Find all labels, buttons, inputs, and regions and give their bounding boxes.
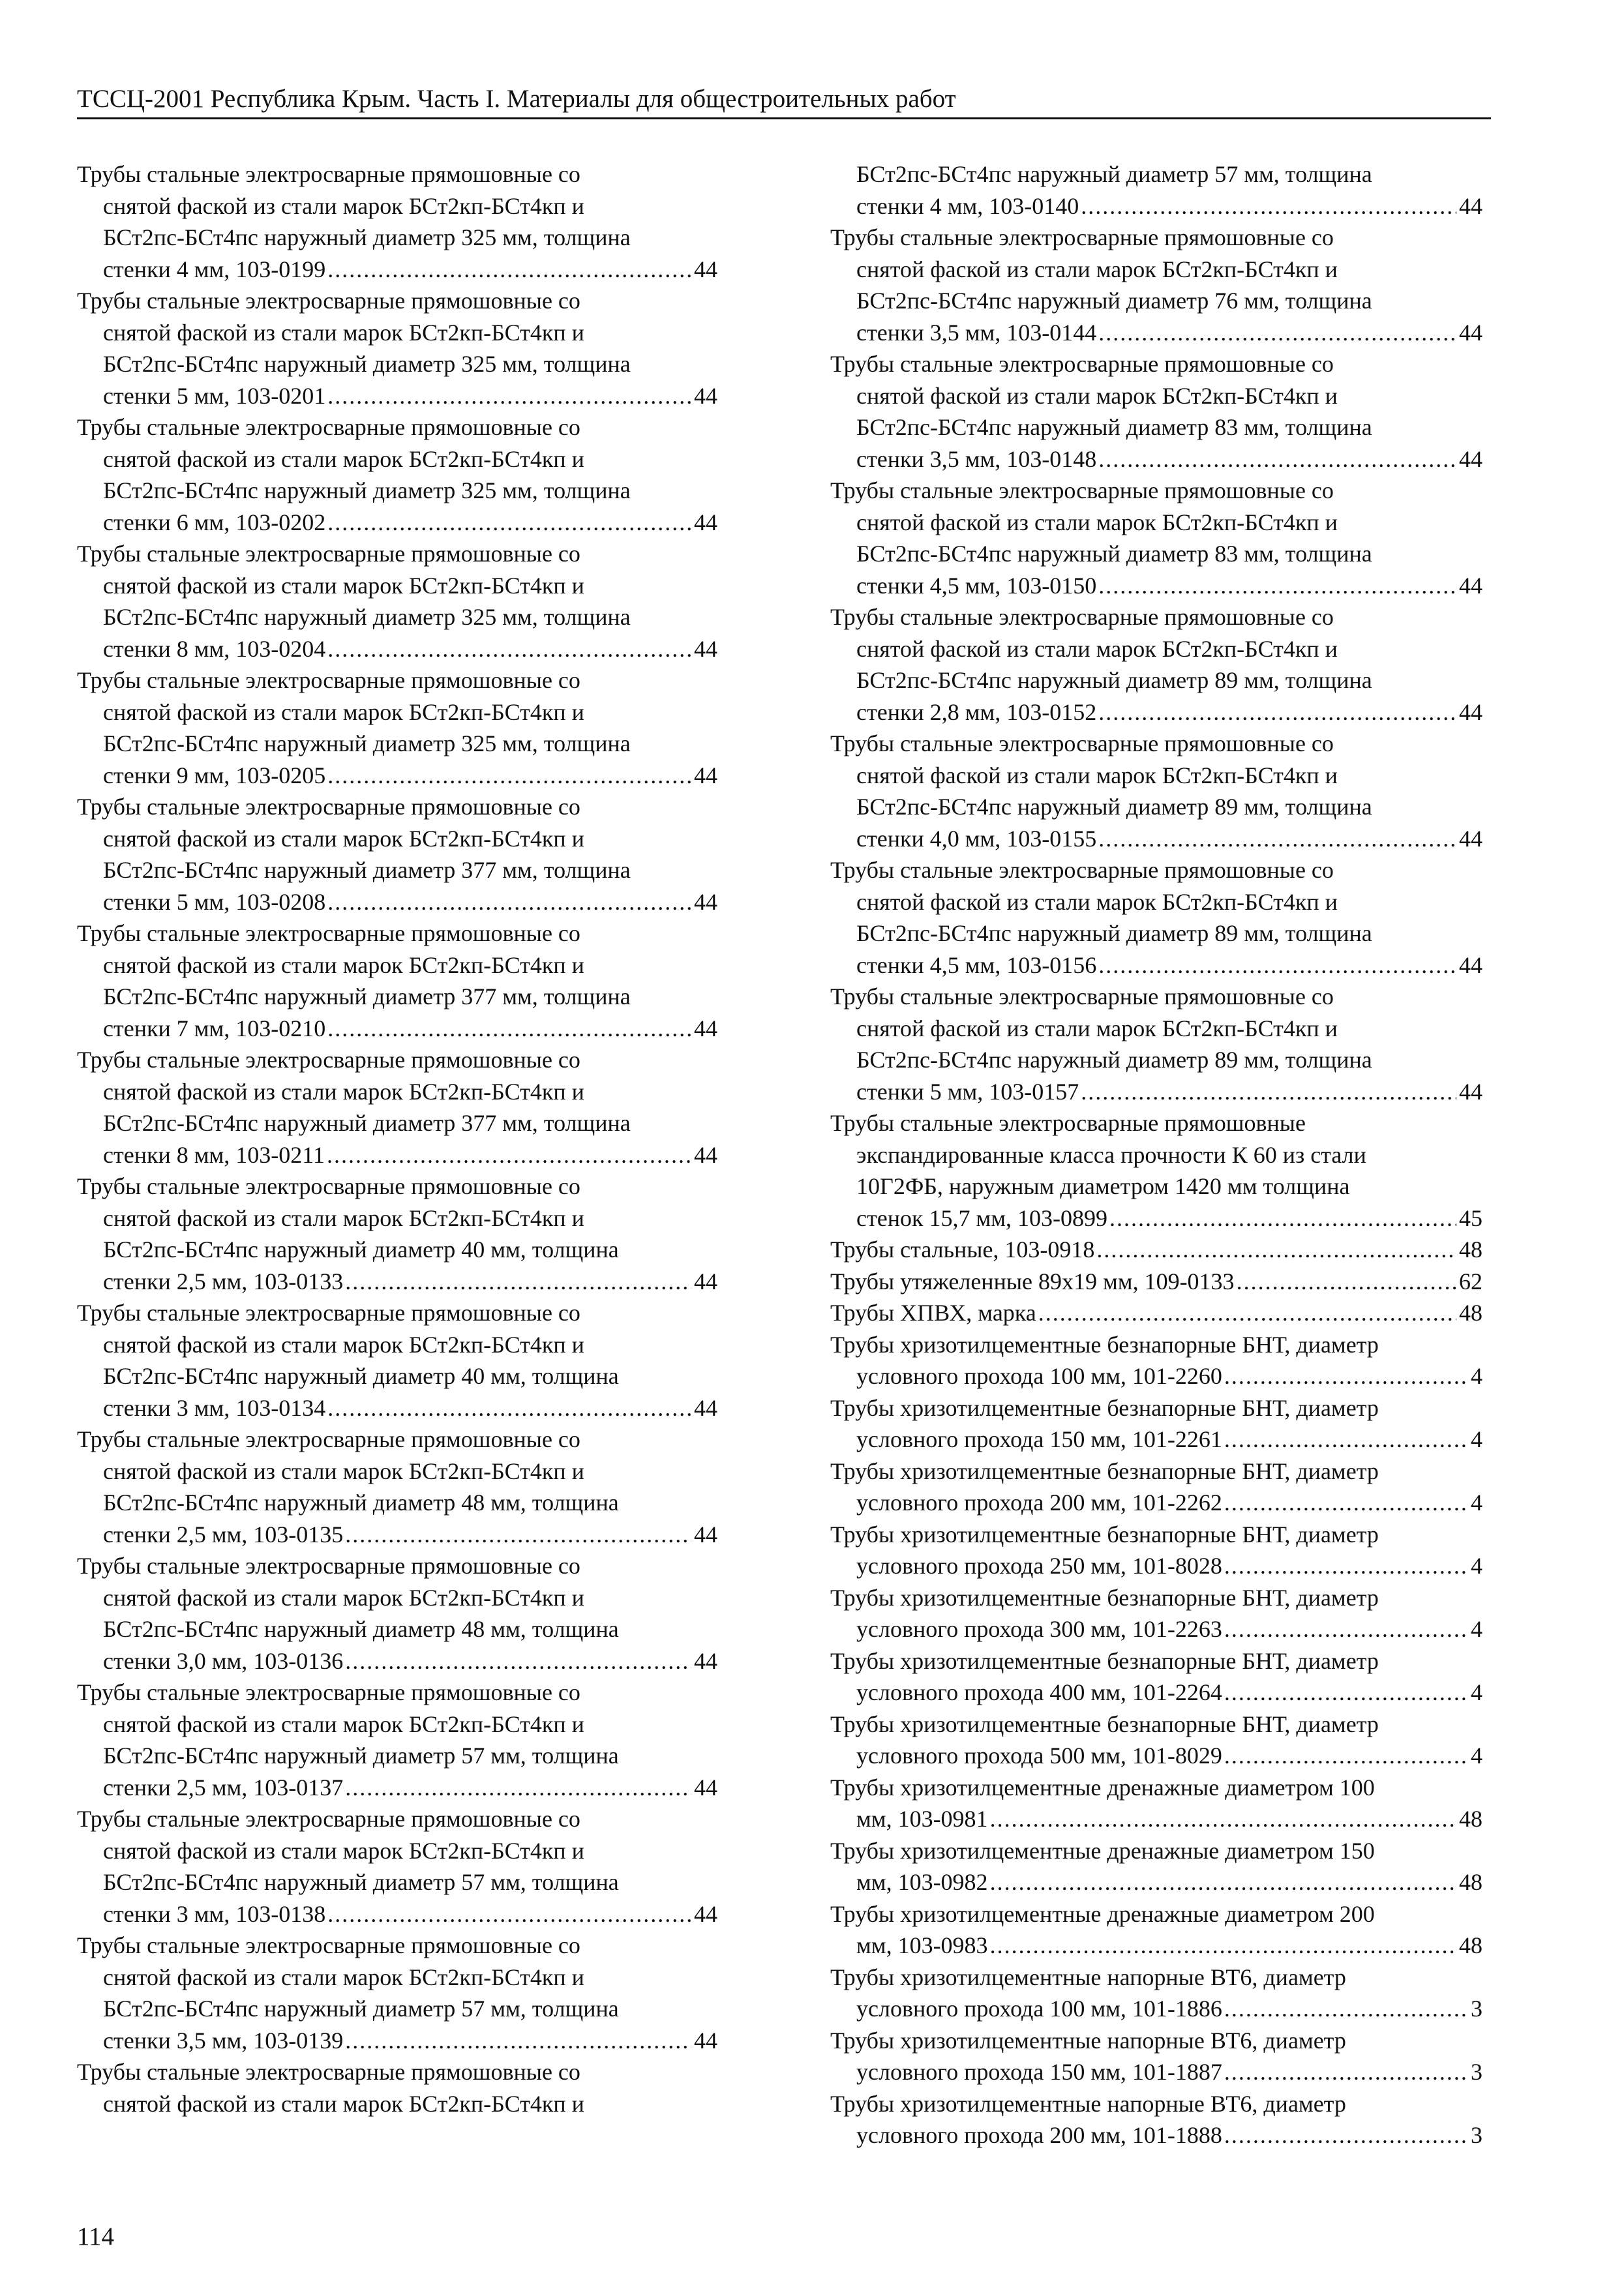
dot-leader (345, 1266, 691, 1298)
entry-last-line (77, 1013, 717, 1045)
index-entry (830, 728, 1482, 854)
page-reference: 44 (1459, 1078, 1482, 1105)
index-entry (830, 2025, 1482, 2088)
entry-text-line: стенки 4 мм, 103-0140 (856, 192, 1079, 219)
page-reference: 4 (1471, 1616, 1482, 1642)
entry-text-line: БСт2пс-БСт4пс наружный диаметр 325 мм, толщина (103, 477, 631, 503)
index-entry (830, 222, 1482, 348)
page-reference: 4 (1471, 1489, 1482, 1516)
entry-text-line: Трубы хризотилцементные безнапорные БНТ, диаметр (830, 1458, 1379, 1484)
entry-last-line (77, 1139, 717, 1171)
dot-leader (327, 760, 691, 792)
entry-text-line: условного прохода 100 мм, 101-2260 (856, 1363, 1222, 1389)
dot-leader (1224, 1993, 1468, 2025)
entry-text-line: 10Г2ФБ, наружным диаметром 1420 мм толщина (856, 1173, 1350, 1199)
entry-text-line: БСт2пс-БСт4пс наружный диаметр 76 мм, толщина (856, 288, 1372, 314)
entry-text-line: Трубы стальные электросварные прямошовные со (77, 1553, 580, 1579)
entry-text-line: Трубы стальные электросварные прямошовные со (830, 857, 1334, 883)
entry-text-line: мм, 103-0981 (856, 1806, 988, 1832)
entry-text-line: БСт2пс-БСт4пс наружный диаметр 377 мм, толщина (103, 1110, 631, 1136)
index-entry (830, 475, 1482, 601)
entry-text-line: условного прохода 250 мм, 101-8028 (856, 1553, 1222, 1579)
index-entry (830, 1297, 1482, 1329)
entry-text-line: стенки 5 мм, 103-0201 (103, 382, 326, 409)
index-entry (830, 1835, 1482, 1898)
entry-text-line: Трубы стальные электросварные прямошовные со (77, 667, 580, 693)
index-entry (77, 665, 717, 791)
page-reference: 44 (694, 1647, 717, 1674)
entry-last-line (830, 1487, 1482, 1519)
entry-last-line (830, 1076, 1482, 1108)
entry-text-line: снятой фаской из стали марок БСт2кп-БСт4кп и (856, 382, 1338, 409)
entry-text-line: снятой фаской из стали марок БСт2кп-БСт4кп и (103, 1458, 584, 1484)
entry-text-line: стенки 2,5 мм, 103-0133 (103, 1268, 344, 1294)
entry-text-line: Трубы стальные электросварные прямошовные со (830, 224, 1334, 250)
entry-text-line: БСт2пс-БСт4пс наружный диаметр 325 мм, толщина (103, 730, 631, 756)
dot-leader (1038, 1297, 1456, 1329)
entry-text-line: стенки 7 мм, 103-0210 (103, 1015, 326, 1041)
entry-last-line (77, 1645, 717, 1677)
entry-text-line: стенки 8 мм, 103-0211 (103, 1141, 325, 1168)
dot-leader (1098, 570, 1456, 602)
dot-leader (1237, 1266, 1456, 1298)
index-entry (77, 411, 717, 538)
index-entry (830, 1456, 1482, 1519)
entry-text-line: БСт2пс-БСт4пс наружный диаметр 377 мм, толщина (103, 857, 631, 883)
page-reference: 44 (694, 2027, 717, 2054)
page-reference: 44 (1459, 951, 1482, 978)
entry-text-line: стенки 4,0 мм, 103-0155 (856, 825, 1097, 852)
index-entry (77, 1044, 717, 1171)
entry-text-line: стенки 3,5 мм, 103-0144 (856, 319, 1097, 346)
entry-last-line (830, 1550, 1482, 1582)
entry-text-line: условного прохода 150 мм, 101-2261 (856, 1426, 1222, 1452)
index-entry (77, 538, 717, 665)
entry-text-line: БСт2пс-БСт4пс наружный диаметр 83 мм, толщина (856, 414, 1372, 440)
entry-text-line: стенки 2,5 мм, 103-0137 (103, 1774, 344, 1801)
entry-text-line: снятой фаской из стали марок БСт2кп-БСт4кп и (103, 445, 584, 472)
entry-text-line: Трубы хризотилцементные дренажные диаметром 150 (830, 1837, 1375, 1864)
entry-text-line: Трубы стальные электросварные прямошовные со (77, 414, 580, 440)
dot-leader (1098, 696, 1456, 728)
index-entry (830, 1898, 1482, 1962)
index-entry (77, 1930, 717, 2056)
dot-leader (345, 1519, 691, 1551)
entry-text-line: БСт2пс-БСт4пс наружный диаметр 89 мм, толщина (856, 794, 1372, 820)
page-reference: 48 (1459, 1869, 1482, 1895)
entry-last-line (830, 1866, 1482, 1898)
entry-last-line (830, 1803, 1482, 1835)
entry-text-line: условного прохода 500 мм, 101-8029 (856, 1743, 1222, 1769)
index-entry (830, 981, 1482, 1107)
entry-text-line: снятой фаской из стали марок БСт2кп-БСт4кп и (103, 951, 584, 978)
entry-last-line (77, 760, 717, 792)
index-entry (830, 1329, 1482, 1392)
entry-last-line (830, 1234, 1482, 1266)
entry-text-line: Трубы стальные электросварные прямошовные со (77, 1300, 580, 1326)
entry-text-line: Трубы хризотилцементные безнапорные БНТ, диаметр (830, 1331, 1379, 1358)
entry-text-line: стенки 4,5 мм, 103-0156 (856, 951, 1097, 978)
entry-text-line: БСт2пс-БСт4пс наружный диаметр 325 мм, толщина (103, 224, 631, 250)
dot-leader (327, 380, 691, 412)
index-entry (830, 1772, 1482, 1835)
entry-text-line: Трубы хризотилцементные напорные ВТ6, диаметр (830, 2027, 1346, 2054)
entry-text-line: снятой фаской из стали марок БСт2кп-БСт4кп и (103, 1078, 584, 1105)
entry-last-line (830, 1424, 1482, 1456)
entry-text-line: БСт2пс-БСт4пс наружный диаметр 57 мм, толщина (856, 161, 1372, 187)
index-entry (830, 601, 1482, 728)
page-reference: 62 (1459, 1268, 1482, 1294)
index-entry (830, 2088, 1482, 2151)
entry-text-line: БСт2пс-БСт4пс наружный диаметр 89 мм, толщина (856, 667, 1372, 693)
dot-leader (1096, 1234, 1456, 1266)
dot-leader (327, 886, 691, 918)
dot-leader (1224, 1424, 1468, 1456)
entry-text-line: стенки 3 мм, 103-0134 (103, 1394, 326, 1421)
entry-text-line: стенки 2,5 мм, 103-0135 (103, 1521, 344, 1548)
entry-text-line: снятой фаской из стали марок БСт2кп-БСт4кп и (103, 1837, 584, 1864)
index-entry (77, 1171, 717, 1297)
entry-text-line: БСт2пс-БСт4пс наружный диаметр 377 мм, толщина (103, 983, 631, 1010)
entry-text-line: Трубы стальные электросварные прямошовные со (77, 161, 580, 187)
dot-leader (1081, 1076, 1456, 1108)
entry-text-line: Трубы ХПВХ, марка (830, 1300, 1036, 1326)
entry-text-line: снятой фаской из стали марок БСт2кп-БСт4кп и (103, 1331, 584, 1358)
index-entry (830, 158, 1482, 222)
entry-text-line: снятой фаской из стали марок БСт2кп-БСт4кп и (103, 319, 584, 346)
dot-leader (1098, 823, 1456, 855)
entry-text-line: БСт2пс-БСт4пс наружный диаметр 48 мм, толщина (103, 1489, 619, 1516)
entry-last-line (830, 2056, 1482, 2088)
entry-text-line: снятой фаской из стали марок БСт2кп-БСт4кп и (856, 888, 1338, 915)
page-reference: 44 (1459, 825, 1482, 852)
entry-text-line: стенки 3,5 мм, 103-0148 (856, 445, 1097, 472)
entry-text-line: снятой фаской из стали марок БСт2кп-БСт4кп и (103, 825, 584, 852)
index-entry (77, 1677, 717, 1803)
dot-leader (990, 1866, 1456, 1898)
entry-text-line: Трубы стальные электросварные прямошовные со (830, 730, 1334, 756)
page-reference: 4 (1471, 1426, 1482, 1452)
entry-last-line (77, 507, 717, 539)
dot-leader (1224, 1360, 1468, 1392)
page-reference: 44 (694, 1268, 717, 1294)
entry-text-line: Трубы стальные электросварные прямошовные со (77, 541, 580, 567)
entry-text-line: Трубы хризотилцементные напорные ВТ6, диаметр (830, 1964, 1346, 1990)
entry-text-line: снятой фаской из стали марок БСт2кп-БСт4кп и (856, 256, 1338, 282)
entry-last-line (830, 1930, 1482, 1962)
dot-leader (1224, 1487, 1468, 1519)
entry-text-line: Трубы хризотилцементные безнапорные БНТ, диаметр (830, 1521, 1379, 1548)
entry-text-line: Трубы стальные электросварные прямошовные (830, 1110, 1306, 1136)
page-reference: 44 (694, 1774, 717, 1801)
index-entry (830, 1709, 1482, 1772)
page-reference: 44 (694, 509, 717, 535)
page-reference: 44 (694, 382, 717, 409)
entry-text-line: Трубы стальные электросварные прямошовные со (77, 2059, 580, 2085)
dot-leader (327, 1139, 691, 1171)
index-entry (830, 1107, 1482, 1234)
index-entry (77, 1550, 717, 1677)
entry-last-line (830, 1360, 1482, 1392)
entry-text-line: стенки 3 мм, 103-0138 (103, 1900, 326, 1927)
entry-text-line: снятой фаской из стали марок БСт2кп-БСт4кп и (103, 1964, 584, 1990)
entry-text-line: Трубы хризотилцементные напорные ВТ6, диаметр (830, 2090, 1346, 2117)
entry-text-line: Трубы стальные электросварные прямошовные со (830, 983, 1334, 1010)
entry-text-line: снятой фаской из стали марок БСт2кп-БСт4кп и (103, 192, 584, 219)
page-reference: 48 (1459, 1236, 1482, 1263)
entry-last-line (830, 317, 1482, 349)
entry-text-line: условного прохода 200 мм, 101-2262 (856, 1489, 1222, 1516)
entry-text-line: Трубы стальные электросварные прямошовные со (77, 794, 580, 820)
page-reference: 44 (694, 1141, 717, 1168)
dot-leader (1098, 443, 1456, 475)
page-reference: 48 (1459, 1932, 1482, 1958)
page-reference: 45 (1459, 1204, 1482, 1231)
entry-text-line: экспандированные класса прочности К 60 из стали (856, 1141, 1366, 1168)
entry-text-line: снятой фаской из стали марок БСт2кп-БСт4кп и (103, 2090, 584, 2117)
page-reference: 44 (694, 888, 717, 915)
entry-text-line: Трубы стальные электросварные прямошовные со (830, 604, 1334, 630)
entry-text-line: снятой фаской из стали марок БСт2кп-БСт4кп и (856, 762, 1338, 788)
dot-leader (1224, 2119, 1468, 2151)
entry-text-line: условного прохода 400 мм, 101-2264 (856, 1679, 1222, 1705)
entry-last-line (77, 2025, 717, 2057)
entry-text-line: стенки 8 мм, 103-0204 (103, 635, 326, 662)
entry-last-line (830, 570, 1482, 602)
entry-text-line: БСт2пс-БСт4пс наружный диаметр 48 мм, толщина (103, 1616, 619, 1642)
index-entry (77, 1424, 717, 1550)
entry-last-line (830, 443, 1482, 475)
entry-text-line: стенок 15,7 мм, 103-0899 (856, 1204, 1107, 1231)
index-entry (77, 791, 717, 918)
index-entry (77, 285, 717, 411)
index-column-right (830, 158, 1482, 2151)
page-reference: 44 (694, 256, 717, 282)
entry-text-line: БСт2пс-БСт4пс наружный диаметр 89 мм, толщина (856, 1047, 1372, 1073)
entry-text-line: БСт2пс-БСт4пс наружный диаметр 325 мм, толщина (103, 351, 631, 377)
index-entry (830, 1582, 1482, 1645)
entry-text-line: БСт2пс-БСт4пс наружный диаметр 57 мм, толщина (103, 1996, 619, 2022)
entry-text-line: БСт2пс-БСт4пс наружный диаметр 57 мм, толщина (103, 1743, 619, 1769)
entry-last-line (77, 1266, 717, 1298)
entry-last-line (830, 950, 1482, 981)
index-entry (77, 1803, 717, 1930)
page-number: 114 (77, 2222, 115, 2251)
entry-text-line: снятой фаской из стали марок БСт2кп-БСт4кп и (103, 1711, 584, 1737)
entry-last-line (830, 1266, 1482, 1298)
dot-leader (327, 254, 691, 286)
entry-last-line (830, 190, 1482, 222)
entry-text-line: стенки 9 мм, 103-0205 (103, 762, 326, 788)
page-reference: 4 (1471, 1363, 1482, 1389)
page-reference: 44 (1459, 192, 1482, 219)
dot-leader (990, 1930, 1456, 1962)
index-entry (77, 2056, 717, 2119)
dot-leader (1109, 1203, 1456, 1234)
entry-last-line (830, 2119, 1482, 2151)
page-reference: 44 (694, 1394, 717, 1421)
entry-last-line (830, 1677, 1482, 1709)
index-entry (830, 1392, 1482, 1456)
page-reference: 44 (694, 1521, 717, 1548)
entry-text-line: стенки 3,5 мм, 103-0139 (103, 2027, 344, 2054)
index-entry (830, 1962, 1482, 2025)
entry-text-line: Трубы стальные, 103-0918 (830, 1236, 1095, 1263)
entry-last-line (77, 886, 717, 918)
entry-last-line (77, 1392, 717, 1424)
entry-last-line (77, 1519, 717, 1551)
page-reference: 4 (1471, 1553, 1482, 1579)
entry-last-line (830, 1613, 1482, 1645)
entry-text-line: Трубы стальные электросварные прямошовные со (830, 351, 1334, 377)
entry-text-line: Трубы стальные электросварные прямошовные со (77, 920, 580, 946)
header-rule (77, 117, 1491, 119)
entry-last-line (830, 696, 1482, 728)
entry-text-line: стенки 5 мм, 103-0208 (103, 888, 326, 915)
dot-leader (345, 1645, 691, 1677)
entry-text-line: БСт2пс-БСт4пс наружный диаметр 83 мм, толщина (856, 541, 1372, 567)
entry-text-line: Трубы стальные электросварные прямошовные со (77, 1932, 580, 1958)
entry-last-line (77, 254, 717, 286)
dot-leader (1224, 2056, 1468, 2088)
index-entry (77, 158, 717, 285)
page-reference: 4 (1471, 1679, 1482, 1705)
entry-text-line: снятой фаской из стали марок БСт2кп-БСт4кп и (103, 698, 584, 725)
index-entry (830, 348, 1482, 475)
entry-text-line: стенки 3,0 мм, 103-0136 (103, 1647, 344, 1674)
entry-text-line: Трубы стальные электросварные прямошовные со (77, 288, 580, 314)
entry-last-line (830, 823, 1482, 855)
entry-text-line: Трубы стальные электросварные прямошовные со (77, 1679, 580, 1705)
entry-text-line: мм, 103-0982 (856, 1869, 988, 1895)
index-entry (77, 1297, 717, 1424)
entry-text-line: стенки 5 мм, 103-0157 (856, 1078, 1079, 1105)
page-reference: 3 (1471, 2059, 1482, 2085)
dot-leader (1224, 1677, 1468, 1709)
dot-leader (327, 1898, 691, 1930)
entry-text-line: Трубы стальные электросварные прямошовные со (77, 1047, 580, 1073)
entry-text-line: Трубы стальные электросварные прямошовные со (77, 1806, 580, 1832)
entry-text-line: Трубы стальные электросварные прямошовные со (830, 477, 1334, 503)
entry-text-line: стенки 4,5 мм, 103-0150 (856, 572, 1097, 599)
index-entry (77, 918, 717, 1044)
entry-text-line: снятой фаской из стали марок БСт2кп-БСт4кп и (103, 1584, 584, 1611)
entry-last-line (77, 1898, 717, 1930)
entry-text-line: снятой фаской из стали марок БСт2кп-БСт4кп и (103, 1204, 584, 1231)
dot-leader (327, 633, 691, 665)
entry-text-line: стенки 4 мм, 103-0199 (103, 256, 326, 282)
entry-last-line (830, 1740, 1482, 1772)
page-reference: 44 (694, 762, 717, 788)
entry-last-line (77, 380, 717, 412)
page-reference: 48 (1459, 1300, 1482, 1326)
index-entry (830, 1266, 1482, 1298)
page-reference: 44 (694, 1015, 717, 1041)
entry-text-line: условного прохода 100 мм, 101-1886 (856, 1996, 1222, 2022)
dot-leader (1098, 317, 1456, 349)
page-reference: 3 (1471, 1996, 1482, 2022)
entry-text-line: БСт2пс-БСт4пс наружный диаметр 40 мм, толщина (103, 1236, 619, 1263)
entry-text-line: мм, 103-0983 (856, 1932, 988, 1958)
dot-leader (1224, 1740, 1468, 1772)
page-reference: 44 (1459, 319, 1482, 346)
entry-text-line: Трубы хризотилцементные дренажные диаметром 100 (830, 1774, 1375, 1801)
page-reference: 44 (1459, 698, 1482, 725)
entry-text-line: условного прохода 300 мм, 101-2263 (856, 1616, 1222, 1642)
entry-last-line (830, 1297, 1482, 1329)
entry-last-line (77, 1772, 717, 1804)
entry-text-line: Трубы хризотилцементные безнапорные БНТ, диаметр (830, 1584, 1379, 1611)
entry-text-line: Трубы хризотилцементные безнапорные БНТ, диаметр (830, 1394, 1379, 1421)
running-header: ТССЦ-2001 Республика Крым. Часть I. Материалы для общестроительных работ (77, 85, 956, 113)
dot-leader (327, 1392, 691, 1424)
dot-leader (1224, 1613, 1468, 1645)
entry-text-line: Трубы стальные электросварные прямошовные со (77, 1426, 580, 1452)
page-reference: 44 (694, 635, 717, 662)
entry-text-line: БСт2пс-БСт4пс наружный диаметр 40 мм, толщина (103, 1363, 619, 1389)
index-entry (830, 1645, 1482, 1709)
index-entry (830, 1234, 1482, 1266)
index-entry (830, 1519, 1482, 1582)
entry-text-line: БСт2пс-БСт4пс наружный диаметр 57 мм, толщина (103, 1869, 619, 1895)
entry-text-line: Трубы хризотилцементные безнапорные БНТ, диаметр (830, 1711, 1379, 1737)
dot-leader (327, 507, 691, 539)
entry-last-line (830, 1993, 1482, 2025)
dot-leader (327, 1013, 691, 1045)
page-reference: 44 (1459, 445, 1482, 472)
entry-text-line: условного прохода 200 мм, 101-1888 (856, 2122, 1222, 2148)
dot-leader (1081, 190, 1456, 222)
entry-text-line: Трубы стальные электросварные прямошовные со (77, 1173, 580, 1199)
page-reference: 4 (1471, 1743, 1482, 1769)
entry-last-line (830, 1203, 1482, 1234)
entry-text-line: Трубы хризотилцементные дренажные диаметром 200 (830, 1900, 1375, 1927)
entry-text-line: условного прохода 150 мм, 101-1887 (856, 2059, 1222, 2085)
page-reference: 3 (1471, 2122, 1482, 2148)
entry-last-line (77, 633, 717, 665)
entry-text-line: БСт2пс-БСт4пс наружный диаметр 325 мм, толщина (103, 604, 631, 630)
dot-leader (990, 1803, 1456, 1835)
entry-text-line: Трубы утяжеленные 89х19 мм, 109-0133 (830, 1268, 1235, 1294)
entry-text-line: стенки 6 мм, 103-0202 (103, 509, 326, 535)
index-column-left (77, 158, 717, 2119)
dot-leader (1224, 1550, 1468, 1582)
page-reference: 48 (1459, 1806, 1482, 1832)
entry-text-line: Трубы хризотилцементные безнапорные БНТ, диаметр (830, 1647, 1379, 1674)
page-reference: 44 (694, 1900, 717, 1927)
dot-leader (345, 1772, 691, 1804)
dot-leader (345, 2025, 691, 2057)
entry-text-line: снятой фаской из стали марок БСт2кп-БСт4кп и (856, 635, 1338, 662)
entry-text-line: стенки 2,8 мм, 103-0152 (856, 698, 1097, 725)
entry-text-line: снятой фаской из стали марок БСт2кп-БСт4кп и (856, 509, 1338, 535)
entry-text-line: снятой фаской из стали марок БСт2кп-БСт4кп и (856, 1015, 1338, 1041)
entry-text-line: снятой фаской из стали марок БСт2кп-БСт4кп и (103, 572, 584, 599)
index-entry (830, 854, 1482, 981)
page-reference: 44 (1459, 572, 1482, 599)
entry-text-line: БСт2пс-БСт4пс наружный диаметр 89 мм, толщина (856, 920, 1372, 946)
dot-leader (1098, 950, 1456, 981)
